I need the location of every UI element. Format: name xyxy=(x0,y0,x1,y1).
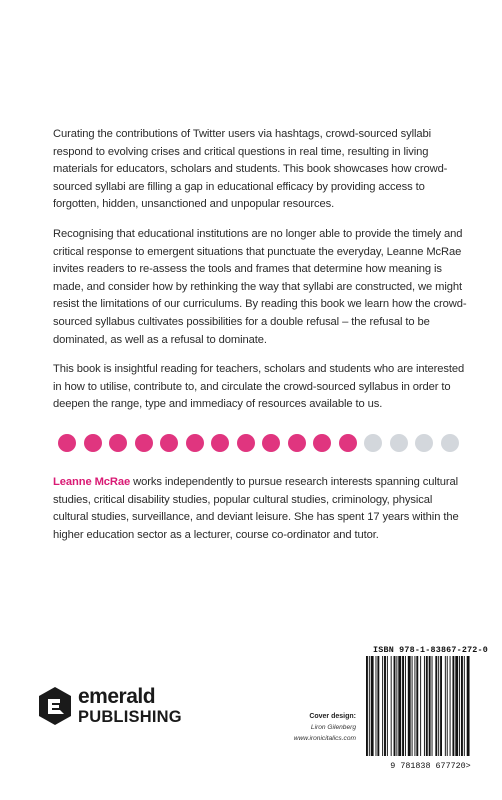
barcode-bar xyxy=(424,656,425,756)
dot-filled xyxy=(288,434,306,452)
credit-heading: Cover design: xyxy=(309,713,356,720)
dot-filled xyxy=(84,434,102,452)
author-bio xyxy=(53,474,468,544)
dot-filled xyxy=(313,434,331,452)
isbn-barcode-box xyxy=(359,642,502,776)
barcode-bar xyxy=(412,656,413,756)
barcode-bar xyxy=(459,656,460,756)
author-name: Leanne McRae xyxy=(53,476,131,488)
dot-filled xyxy=(135,434,153,452)
barcode-bar xyxy=(429,656,431,756)
barcode-bar xyxy=(396,656,397,756)
author-bio-text: works independently to pursue research interests spanning cultural studies, critical disability studies, popular cultural studies, criminology, physical cultural studies, surveillance, and deviant leisure. She has spent 17 years within the higher education sector as a lecturer, course co-ordinator and tutor. xyxy=(53,476,459,541)
barcode-bar xyxy=(432,656,433,756)
dot-filled xyxy=(237,434,255,452)
blurb-paragraph-2: Recognising that educational institutions are no longer able to provide the timely and critical response to emergent situations that punctuate the everyday, Leanne McRae invites readers to re-assess the tools and frames that determine how meaning is made, and consider how by rethinking the way that syllabi are constructed, we might resist the limitations of our curriculums. By reading this book we learn how the crowd-sourced syllabus cultivates possibilities for a double refusal – the refusal to be dominated, as well as a refusal to dominate. xyxy=(53,228,467,346)
barcode-bar xyxy=(416,656,418,756)
barcode-bar xyxy=(445,656,446,756)
barcode-bar xyxy=(402,656,404,756)
publisher-logo xyxy=(38,686,182,726)
barcode-bar xyxy=(414,656,415,756)
credit-url: www.ironicitalics.com xyxy=(293,735,356,742)
barcode-bar xyxy=(391,656,392,756)
cover-design-credit xyxy=(294,711,356,744)
publisher-name: emerald xyxy=(78,685,156,709)
barcode-bar xyxy=(447,656,448,756)
barcode-bar xyxy=(435,656,437,756)
dot-filled xyxy=(186,434,204,452)
barcode-icon xyxy=(363,656,498,762)
dot-empty xyxy=(364,434,382,452)
dot-filled xyxy=(262,434,280,452)
dot-filled xyxy=(160,434,178,452)
barcode-bar xyxy=(405,656,406,756)
dot-empty xyxy=(390,434,408,452)
barcode-addon: > xyxy=(465,761,471,771)
barcode-bar xyxy=(376,656,377,756)
barcode-bar xyxy=(420,656,421,756)
isbn-label: ISBN 978-1-83867-272-0 xyxy=(373,645,488,655)
dot-filled xyxy=(58,434,76,452)
barcode-bar xyxy=(461,656,463,756)
barcode-bar xyxy=(387,656,388,756)
barcode-bar xyxy=(408,656,411,756)
publisher-subname: PUBLISHING xyxy=(78,708,182,727)
barcode-bar xyxy=(440,656,442,756)
emerald-logo-icon xyxy=(38,686,72,726)
barcode-bar xyxy=(366,656,368,756)
dot-filled xyxy=(339,434,357,452)
barcode-bar xyxy=(426,656,428,756)
dot-filled xyxy=(211,434,229,452)
barcode-bar xyxy=(394,656,396,756)
blurb-paragraph-3: This book is insightful reading for teachers, scholars and students who are interested in how to utilise, contribute to, and circulate the crowd-sourced syllabus in order to deepen the range, type and immediacy of resources available to us. xyxy=(53,363,465,411)
blurb-paragraph-1: Curating the contributions of Twitter users via hashtags, crowd-sourced syllabi respond to evolving crises and critical questions in real time, resulting in living materials for educators, scholars and students. This book showcases how crowd-sourced syllabi are filling a gap in educational efficacy by providing access to forgotten, hidden, unsanctioned and unpopular resources. xyxy=(53,128,448,211)
barcode-bar xyxy=(455,656,458,756)
barcode-bar xyxy=(464,656,465,756)
barcode-bar xyxy=(450,656,451,756)
credit-designer: Liron Gilenberg xyxy=(310,724,356,731)
dot-divider xyxy=(58,434,459,452)
barcode-number xyxy=(359,761,502,771)
barcode-bar xyxy=(369,656,370,756)
barcode-bar xyxy=(371,656,374,756)
barcode-bar xyxy=(377,656,379,756)
barcode-bar xyxy=(398,656,401,756)
barcode-digits: 9 781838 677720 xyxy=(390,761,466,771)
barcode-bar xyxy=(384,656,386,756)
barcode-bar xyxy=(467,656,470,756)
barcode-bar xyxy=(452,656,454,756)
barcode-bar xyxy=(438,656,439,756)
dot-empty xyxy=(441,434,459,452)
dot-empty xyxy=(415,434,433,452)
dot-filled xyxy=(109,434,127,452)
barcode-bar xyxy=(382,656,383,756)
